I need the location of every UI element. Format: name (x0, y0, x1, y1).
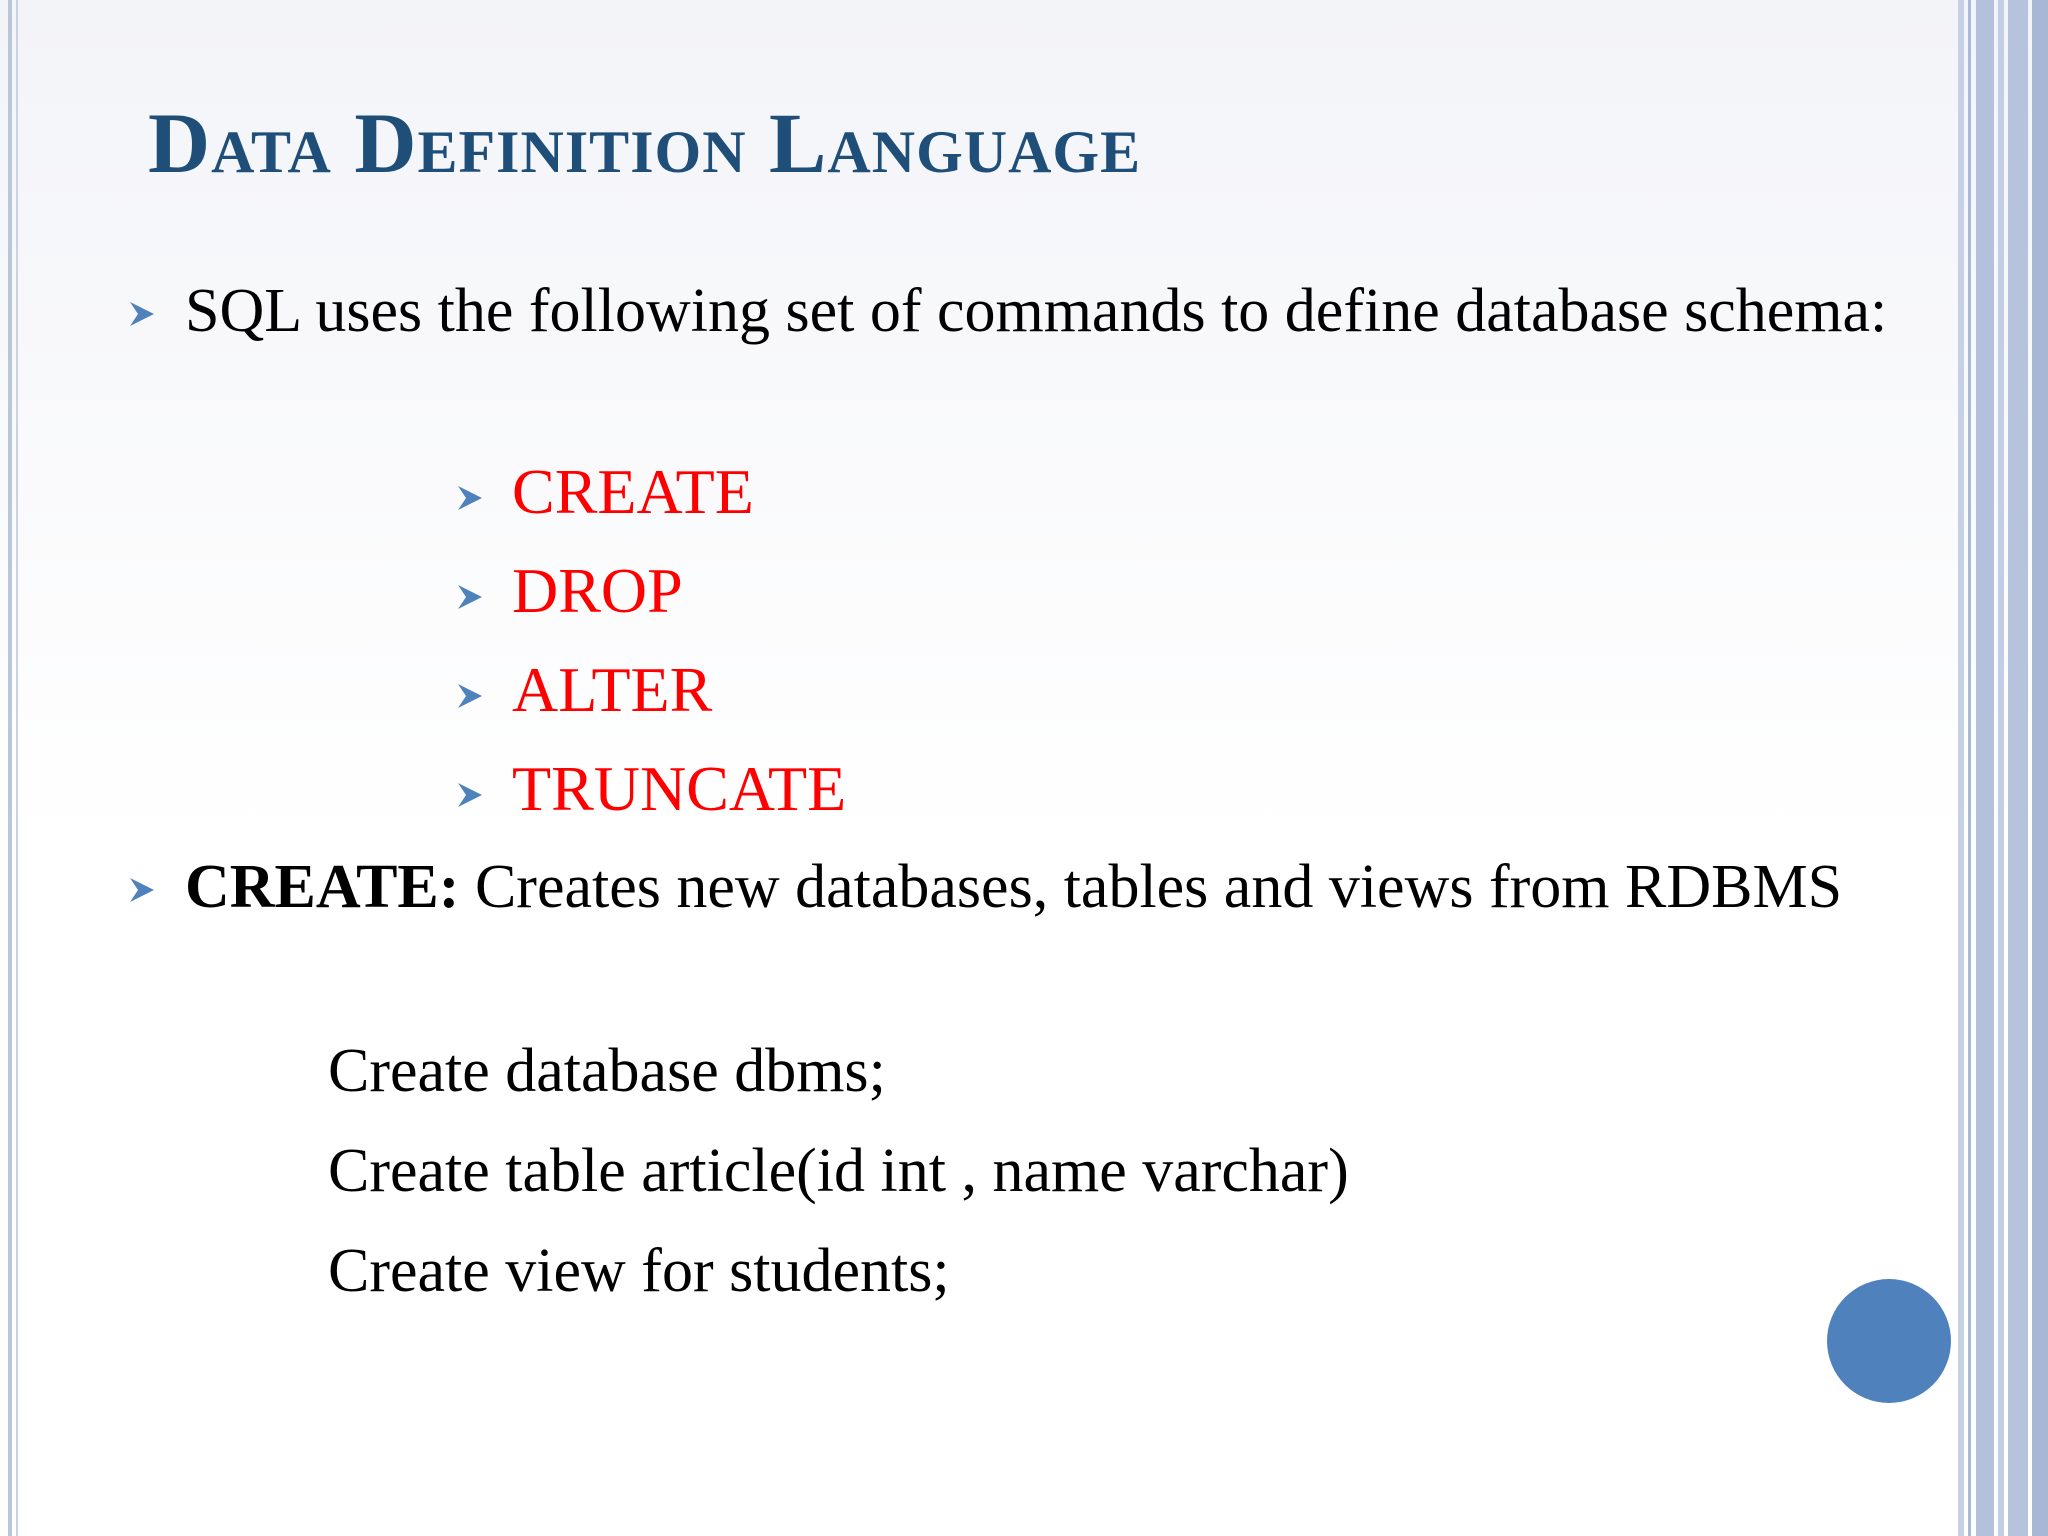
slide-title: Data Definition Language (148, 95, 1142, 191)
create-paragraph (185, 848, 1890, 926)
command-item: CREATE (512, 456, 754, 527)
example-line: Create view for students; (328, 1237, 950, 1305)
right-stripe (1958, 0, 1964, 1536)
command-item: DROP (512, 555, 683, 626)
example-line: Create table article(id int , name varchar) (328, 1137, 1349, 1205)
right-stripe (1968, 0, 1971, 1536)
create-description: Creates new databases, tables and views from RDBMS (459, 853, 1843, 921)
arrowhead-bullet-icon (456, 484, 484, 512)
right-stripe (2032, 0, 2048, 1536)
command-item: TRUNCATE (512, 753, 847, 824)
arrowhead-bullet-icon (128, 300, 156, 328)
circle-decoration (1827, 1279, 1951, 1403)
right-stripe (2008, 0, 2028, 1536)
intro-paragraph: SQL uses the following set of commands to define database schema: (185, 277, 1888, 345)
command-item: ALTER (512, 654, 713, 725)
arrowhead-bullet-icon (456, 682, 484, 710)
left-border-line-inner (16, 0, 18, 1536)
arrowhead-bullet-icon (128, 876, 156, 904)
arrowhead-bullet-icon (456, 781, 484, 809)
right-stripe (1998, 0, 2004, 1536)
left-border-line (8, 0, 12, 1536)
create-label: CREATE: (185, 853, 460, 921)
example-line: Create database dbms; (328, 1037, 886, 1105)
right-stripe (1976, 0, 1994, 1536)
arrowhead-bullet-icon (456, 583, 484, 611)
